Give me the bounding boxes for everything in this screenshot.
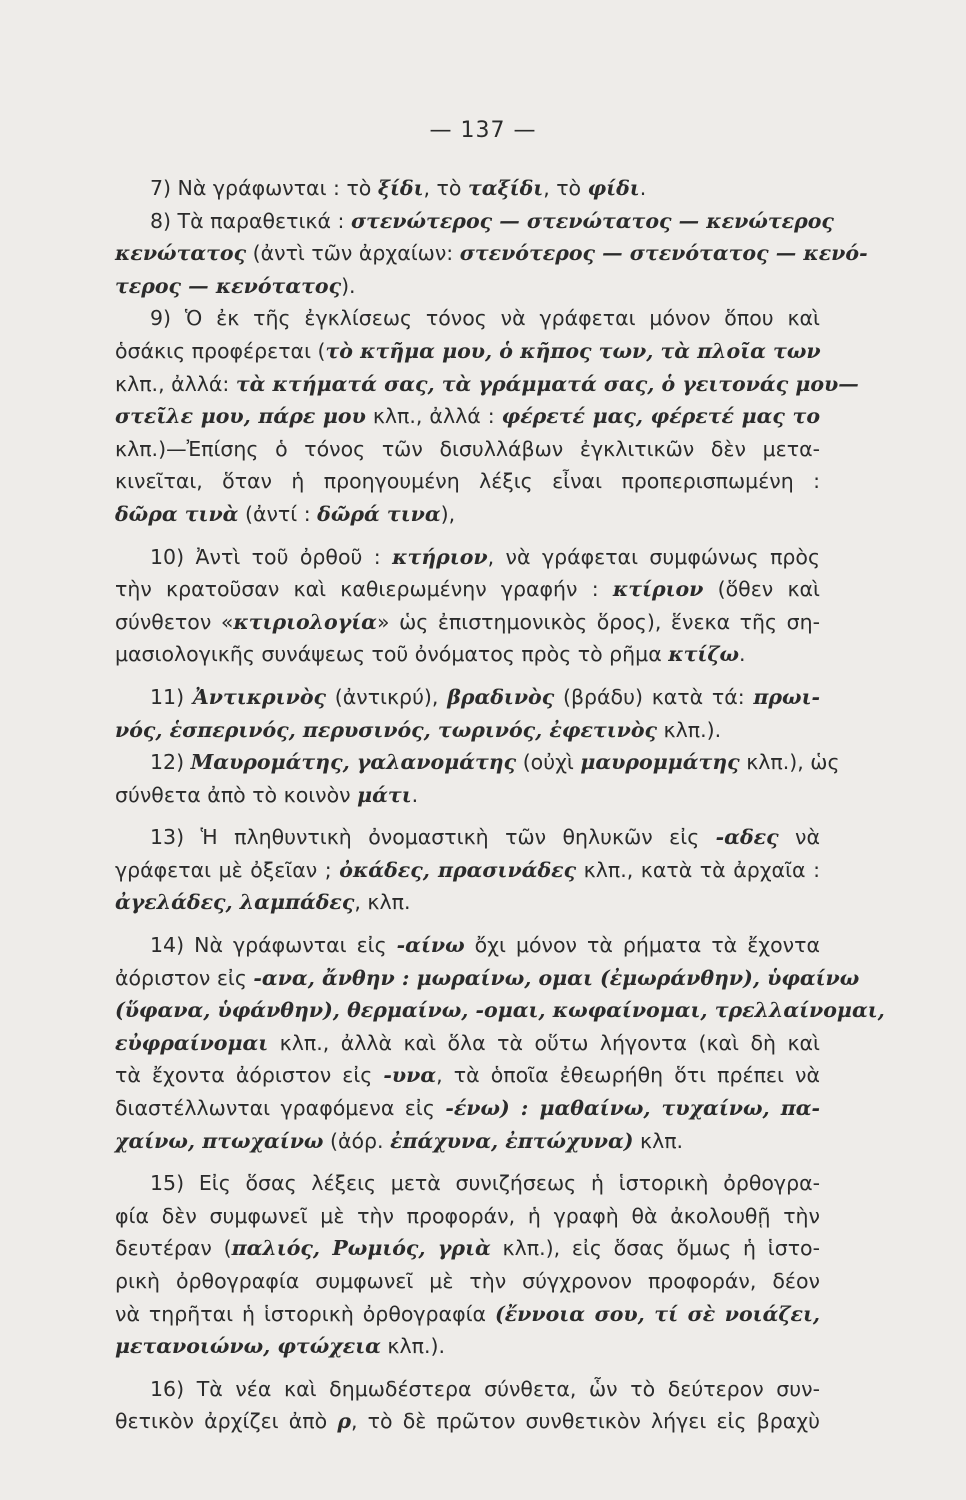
text-line: διαστέλλωνται γραφόμενα εἰς -ένω) : μαθαίνω, τυχαίνω, πα-: [115, 1096, 820, 1121]
text-line: ἀγελάδες, λαμπάδες, κλπ.: [115, 890, 411, 915]
body-text: [115, 172, 885, 1438]
text-line: 14) Νὰ γράφωνται εἰς -αίνω ὄχι μόνον τὰ ρήματα τὰ ἔχοντα: [150, 933, 820, 958]
text-line: γράφεται μὲ ὀξεῖαν ; ὀκάδες, πρασινάδες κλπ., κατὰ τὰ ἀρχαῖα :: [115, 857, 820, 882]
text-line: κλπ., ἀλλά: τὰ κτήματά σας, τὰ γράμματά σας, ὁ γειτονάς μου—: [115, 371, 859, 396]
text-line: κλπ.)—Ἐπίσης ὁ τόνος τῶν δισυλλάβων ἐγκλιτικῶν δὲν μετα-: [115, 436, 820, 461]
text-line: σύνθετα ἀπὸ τὸ κοινὸν μάτι.: [115, 782, 419, 807]
text-line: ὁσάκις προφέρεται (τὸ κτῆμα μου, ὁ κῆπος των, τὰ πλοῖα των: [115, 338, 821, 363]
paragraph-gap: [115, 811, 820, 821]
text-line: 16) Τὰ νέα καὶ δημωδέστερα σύνθετα, ὧν τὸ δεύτερον συν-: [150, 1376, 820, 1401]
page-number: — 137 —: [429, 118, 537, 143]
text-line: 11) Ἀντικρινὸς (ἀντικρύ), βραδινὸς (βράδυ) κατὰ τά: πρωι-: [150, 684, 821, 709]
text-line: νός, ἑσπερινός, περυσινός, τωρινός, ἐφετινὸς κλπ.).: [115, 717, 722, 742]
text-line: θετικὸν ἀρχίζει ἀπὸ ρ, τὸ δὲ πρῶτον συνθετικὸν λήγει εἰς βραχὺ: [115, 1409, 820, 1434]
paragraph-gap: [115, 531, 820, 541]
text-line: 13) Ἡ πληθυντικὴ ὀνομαστικὴ τῶν θηλυκῶν εἰς -αδες νὰ: [150, 825, 820, 850]
text-line: μετανοιώνω, φτώχεια κλπ.).: [115, 1334, 445, 1359]
text-line: ρικὴ ὀρθογραφία συμφωνεῖ μὲ τὴν σύγχρονον προφοράν, δέον: [115, 1269, 820, 1293]
text-line: 7) Νὰ γράφωνται : τὸ ξίδι, τὸ ταξίδι, τὸ φίδι.: [150, 176, 647, 200]
paragraph-gap: [115, 1157, 820, 1167]
text-line: τὰ ἔχοντα ἀόριστον εἰς -υνα, τὰ ὁποῖα ἐθεωρήθη ὅτι πρέπει νὰ: [115, 1063, 821, 1088]
text-line: στεῖλε μου, πάρε μου κλπ., ἀλλά : φέρετέ μας, φέρετέ μας το: [115, 404, 820, 429]
text-line: κινεῖται, ὅταν ἡ προηγουμένη λέξις εἶναι προπερισπωμένη :: [115, 469, 820, 494]
text-line: σύνθετον «κτιριολογία» ὡς ἐπιστημονικὸς ὅρος), ἕνεκα τῆς ση-: [115, 609, 820, 634]
text-line: 15) Εἰς ὅσας λέξεις μετὰ συνιζήσεως ἡ ἱστορικὴ ὀρθογρα-: [150, 1171, 820, 1196]
text-line: χαίνω, πτωχαίνω (ἀόρ. ἐπάχυνα, ἐπτώχυνα) κλπ.: [115, 1128, 684, 1153]
text-line: 12) Μαυρομάτης, γαλανομάτης (οὐχὶ μαυρομμάτης κλπ.), ὡς: [150, 750, 840, 775]
text-line: δευτέραν (παλιός, Ρωμιός, γριὰ κλπ.), εἰς ὅσας ὅμως ἡ ἱστο-: [115, 1236, 820, 1261]
text-line: τὴν κρατοῦσαν καὶ καθιερωμένην γραφήν : κτίριον (ὅθεν καὶ: [115, 577, 820, 602]
text-line: κενώτατος (ἀντὶ τῶν ἀρχαίων: στενότερος — στενότατος — κενό-: [115, 241, 868, 266]
text-line: 10) Ἀντὶ τοῦ ὀρθοῦ : κτήριον, νὰ γράφεται συμφώνως πρὸς: [150, 544, 821, 569]
text-line: 9) Ὁ ἐκ τῆς ἐγκλίσεως τόνος νὰ γράφεται μόνον ὅπου καὶ: [150, 306, 820, 331]
text-line: εὐφραίνομαι κλπ., ἀλλὰ καὶ ὅλα τὰ οὕτω λήγοντα (καὶ δὴ καὶ: [115, 1030, 820, 1055]
text-line: (ὕφανα, ὑφάνθην), θερμαίνω, -ομαι, κωφαίνομαι, τρελλαίνομαι,: [115, 998, 885, 1023]
text-line: 8) Τὰ παραθετικά : στενώτερος — στενώτατος — κενώτερος: [150, 208, 834, 233]
text-line: τερος — κενότατος).: [115, 273, 356, 298]
text-line: ἀόριστον εἰς -ανα, ἄνθην : μωραίνω, ομαι (ἐμωράνθην), ὑφαίνω: [115, 965, 860, 990]
paragraph-gap: [115, 919, 820, 929]
paragraph-gap: [115, 671, 820, 681]
text-line: φία δὲν συμφωνεῖ μὲ τὴν προφοράν, ἡ γραφὴ θὰ ἀκολουθῇ τὴν: [115, 1203, 820, 1228]
text-line: δῶρα τινὰ (ἀντί : δῶρά τινα),: [115, 501, 456, 526]
paragraph-gap: [115, 1363, 820, 1373]
text-line: νὰ τηρῆται ἡ ἱστορικὴ ὀρθογραφία (ἔννοια σου, τί σὲ νοιάζει,: [115, 1301, 821, 1326]
text-line: μασιολογικῆς συνάψεως τοῦ ὀνόματος πρὸς τὸ ρῆμα κτίζω.: [115, 642, 746, 667]
